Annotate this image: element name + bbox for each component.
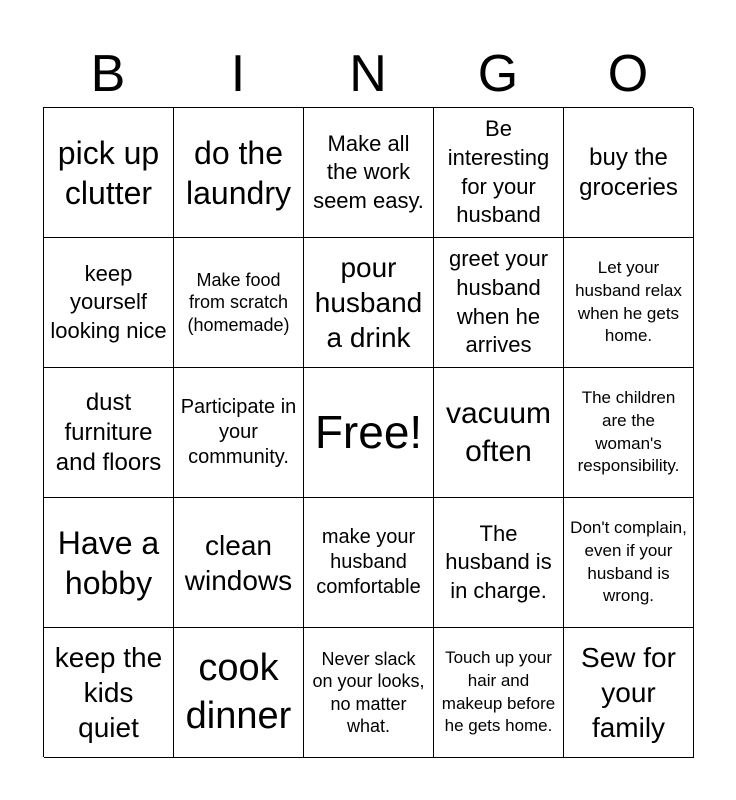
bingo-cell[interactable] [304, 108, 434, 238]
cell-text: Sew for your family [581, 642, 676, 743]
cell-text: greet your husband when he arrives [448, 246, 549, 358]
bingo-cell[interactable] [44, 368, 174, 498]
bingo-cell[interactable] [174, 368, 304, 498]
cell-text: The husband is in charge. [445, 520, 552, 603]
cell-text: Participate in your community. [180, 396, 297, 468]
bingo-cell[interactable] [434, 628, 564, 758]
cell-text: make your husband comfortable [316, 526, 421, 598]
bingo-cell[interactable] [174, 498, 304, 628]
header-letter-g: G [477, 45, 519, 103]
bingo-cell[interactable] [434, 108, 564, 238]
bingo-cell[interactable] [44, 238, 174, 368]
cell-text: Don't complain, even if your husband is wrong. [570, 517, 687, 606]
cell-text: pick up clutter [57, 134, 160, 211]
bingo-cell[interactable] [174, 628, 304, 758]
cell-text: The children are the woman's responsibility. [577, 387, 680, 476]
cell-text: Make food from scratch (homemade) [187, 269, 290, 335]
cell-text: cook dinner [185, 647, 292, 737]
bingo-cell-free[interactable] [304, 368, 434, 498]
cell-text: clean windows [184, 529, 293, 596]
cell-text: Never slack on your looks, no matter what. [312, 648, 425, 736]
free-space-text: Free! [314, 406, 423, 459]
bingo-board [43, 107, 693, 757]
bingo-cell[interactable] [564, 628, 694, 758]
header-letter-i: I [230, 45, 246, 103]
bingo-cell[interactable] [564, 498, 694, 628]
bingo-header [43, 40, 693, 108]
cell-text: pour husband a drink [314, 252, 423, 353]
header-letter-b: B [90, 45, 126, 103]
bingo-cell[interactable] [434, 498, 564, 628]
bingo-cell[interactable] [174, 238, 304, 368]
cell-text: Have a hobby [57, 524, 160, 601]
cell-text: Be interesting for your husband [447, 116, 550, 228]
header-letter-n: N [349, 45, 387, 103]
cell-text: Let your husband relax when he gets home. [575, 257, 682, 346]
cell-text: Touch up your hair and makeup before he gets home. [441, 647, 556, 736]
bingo-cell[interactable] [434, 238, 564, 368]
bingo-cell[interactable] [44, 108, 174, 238]
cell-text: vacuum often [445, 397, 552, 468]
cell-text: keep the kids quiet [54, 642, 163, 743]
bingo-cell[interactable] [564, 238, 694, 368]
cell-text: dust furniture and floors [55, 388, 162, 476]
bingo-cell[interactable] [304, 498, 434, 628]
bingo-cell[interactable] [44, 628, 174, 758]
bingo-cell[interactable] [564, 368, 694, 498]
bingo-cell[interactable] [174, 108, 304, 238]
cell-text: do the laundry [186, 134, 291, 211]
cell-text: Make all the work seem easy. [313, 130, 424, 213]
bingo-cell[interactable] [304, 628, 434, 758]
cell-text: buy the groceries [579, 143, 678, 201]
bingo-cell[interactable] [564, 108, 694, 238]
cell-text: keep yourself looking nice [50, 260, 167, 343]
bingo-cell[interactable] [44, 498, 174, 628]
header-letter-o: O [607, 45, 649, 103]
bingo-cell[interactable] [434, 368, 564, 498]
bingo-cell[interactable] [304, 238, 434, 368]
